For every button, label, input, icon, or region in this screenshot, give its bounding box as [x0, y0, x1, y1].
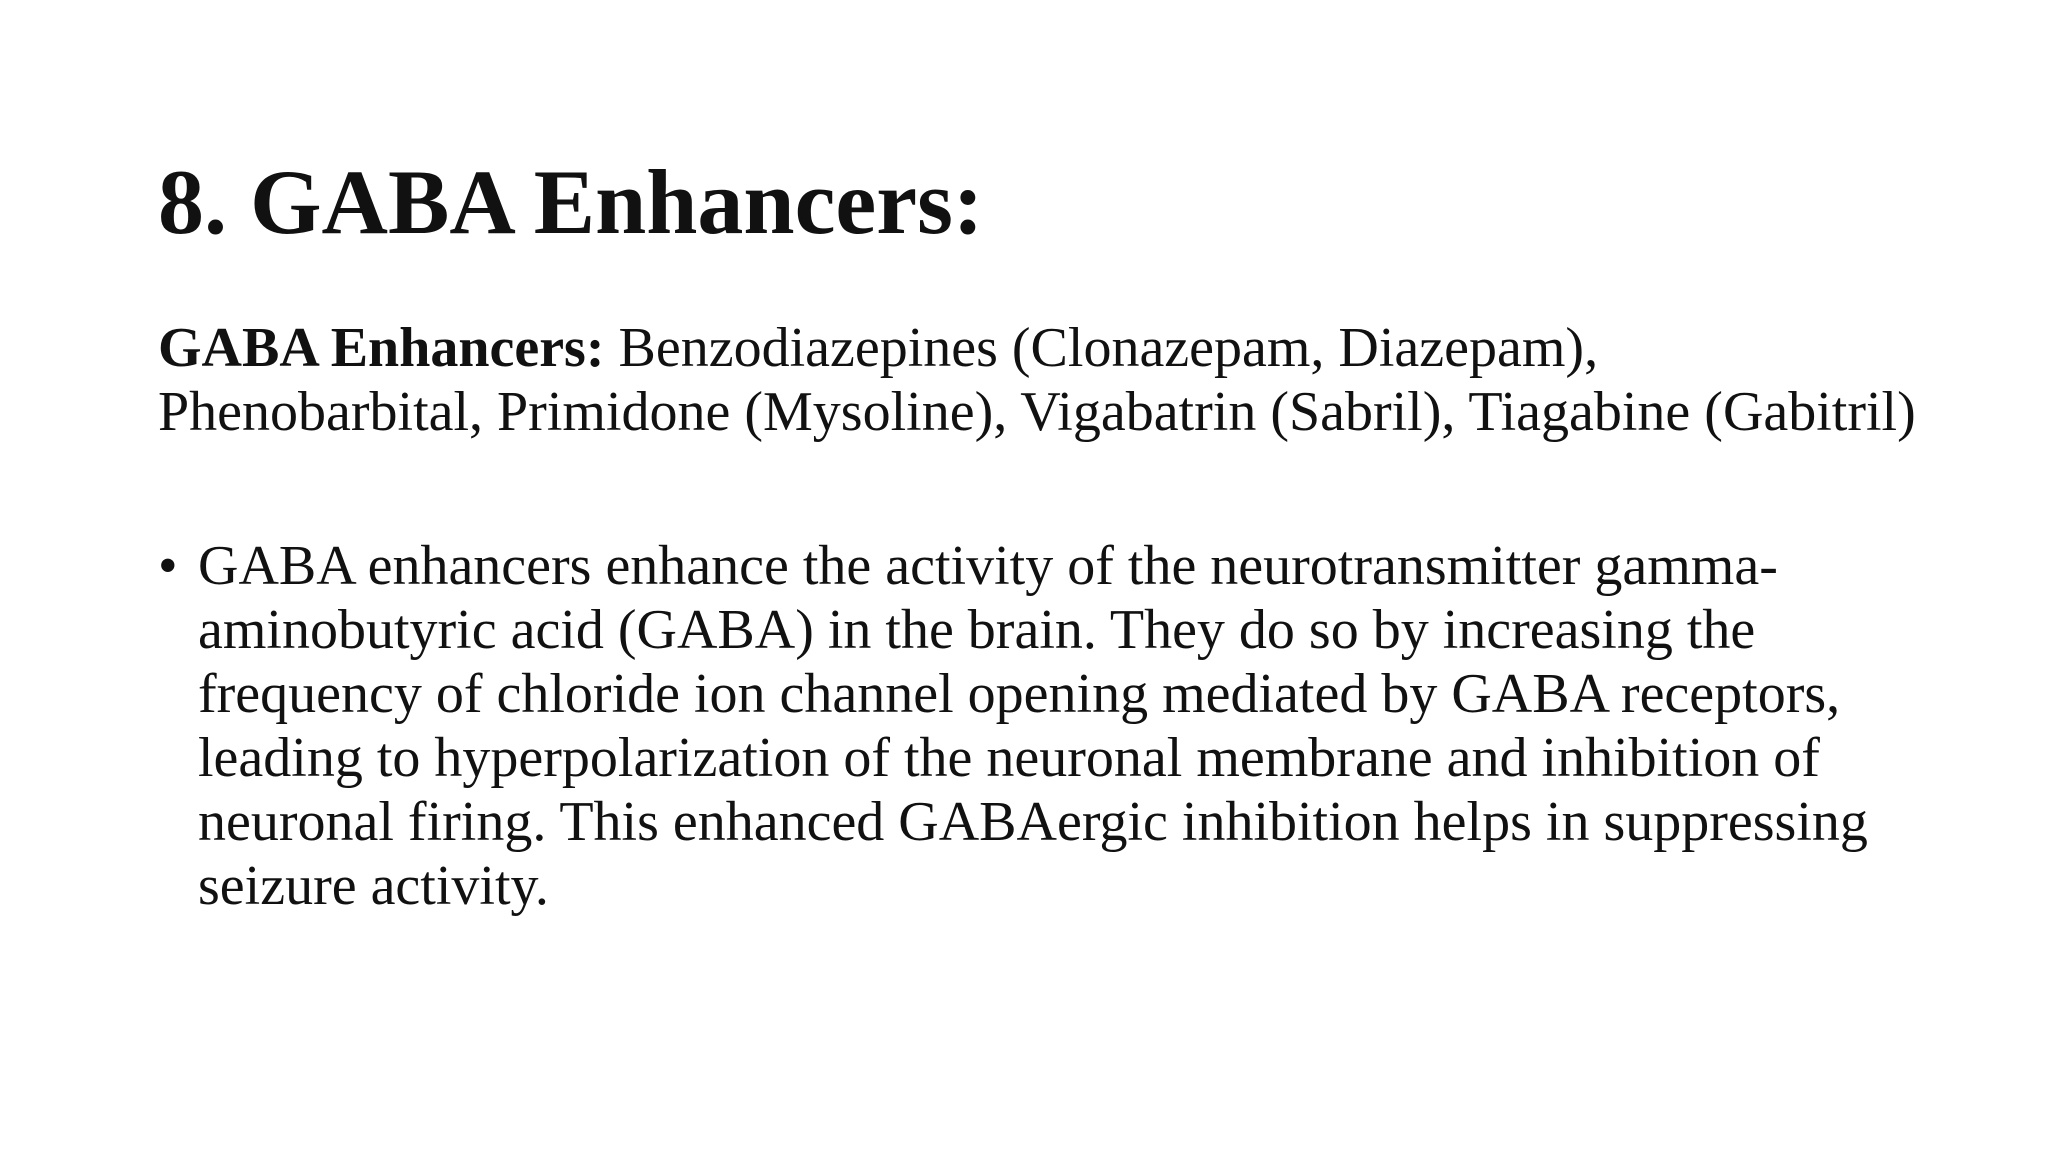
drug-list-text: Benzodiazepines (Clonazepam, Diazepam), Phenobarbital, Primidone (Mysoline), Vigabatrin (Sabril), Tiagabine (Gabitril): [158, 317, 1916, 443]
bullet-list: [158, 534, 1918, 918]
bullet-text: GABA enhancers enhance the activity of the neurotransmitter gamma-aminobutyric acid (GABA) in the brain. They do so by increasing the frequency of chloride ion channel opening mediated by GABA receptors, leading to hyperpolarization of the neuronal membrane and inhibition of neuronal firing. This enhanced GABAergic inhibition helps in suppressing seizure activity.: [198, 535, 1868, 917]
drug-list-paragraph: [158, 316, 1918, 444]
bullet-item: [158, 534, 1918, 918]
slide-title: 8. GABA Enhancers:: [158, 151, 984, 253]
drug-list-label: GABA Enhancers:: [158, 317, 605, 379]
bullet-icon: •: [158, 535, 178, 597]
